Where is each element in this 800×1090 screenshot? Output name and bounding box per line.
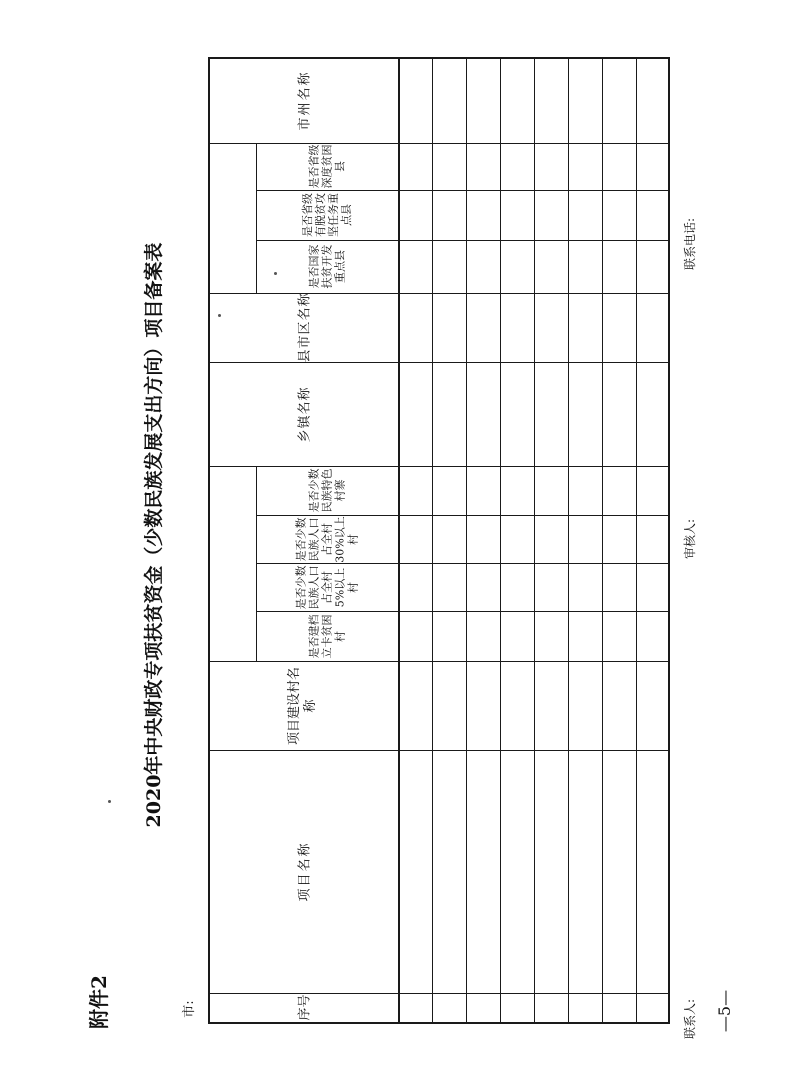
header-national-key: 是否国家扶贫开发重点县 — [307, 244, 347, 289]
table-divider — [398, 57, 400, 1023]
city-label: 市: — [182, 1000, 197, 1018]
header-township: 乡镇名称 — [297, 385, 313, 443]
table-divider — [466, 57, 467, 1023]
header-minority-5: 是否少数民族人口占全村5%以上村 — [294, 565, 360, 609]
table-border — [668, 57, 670, 1023]
reviewer-label: 审核人: — [683, 518, 697, 560]
table-divider — [568, 57, 569, 1023]
attachment-label: 附件2 — [87, 975, 111, 1029]
header-seq: 序号 — [297, 994, 313, 1021]
header-minority-feature: 是否少数民族特色村寨 — [307, 468, 347, 513]
table-divider — [636, 57, 637, 1023]
header-provincial-task: 是否省级有脱贫攻坚任务重点县 — [301, 193, 353, 237]
table-divider — [534, 57, 535, 1023]
contact-phone-label: 联系电话: — [683, 217, 697, 271]
header-project-name: 项目名称 — [297, 841, 313, 902]
header-provincial-deep: 是否省级深度贫困县 — [307, 144, 347, 189]
page-number: —5— — [715, 989, 734, 1033]
table-divider — [432, 57, 433, 1023]
page-title: 2020年中央财政专项扶贫资金（少数民族发展支出方向）项目备案表 — [143, 242, 165, 828]
contact-person-label: 联系人: — [683, 998, 697, 1040]
header-is-poor-village: 是否建档立卡贫困村 — [307, 614, 347, 658]
header-village-name: 项目建设村名称 — [287, 666, 318, 745]
header-city-name: 市州名称 — [297, 69, 313, 131]
header-county: 县市区名称 — [297, 292, 313, 363]
table-divider — [602, 57, 603, 1023]
header-minority-30: 是否少数民族人口占全村30%以上村 — [294, 515, 360, 563]
table-border — [208, 1022, 670, 1024]
table-divider — [500, 57, 501, 1023]
